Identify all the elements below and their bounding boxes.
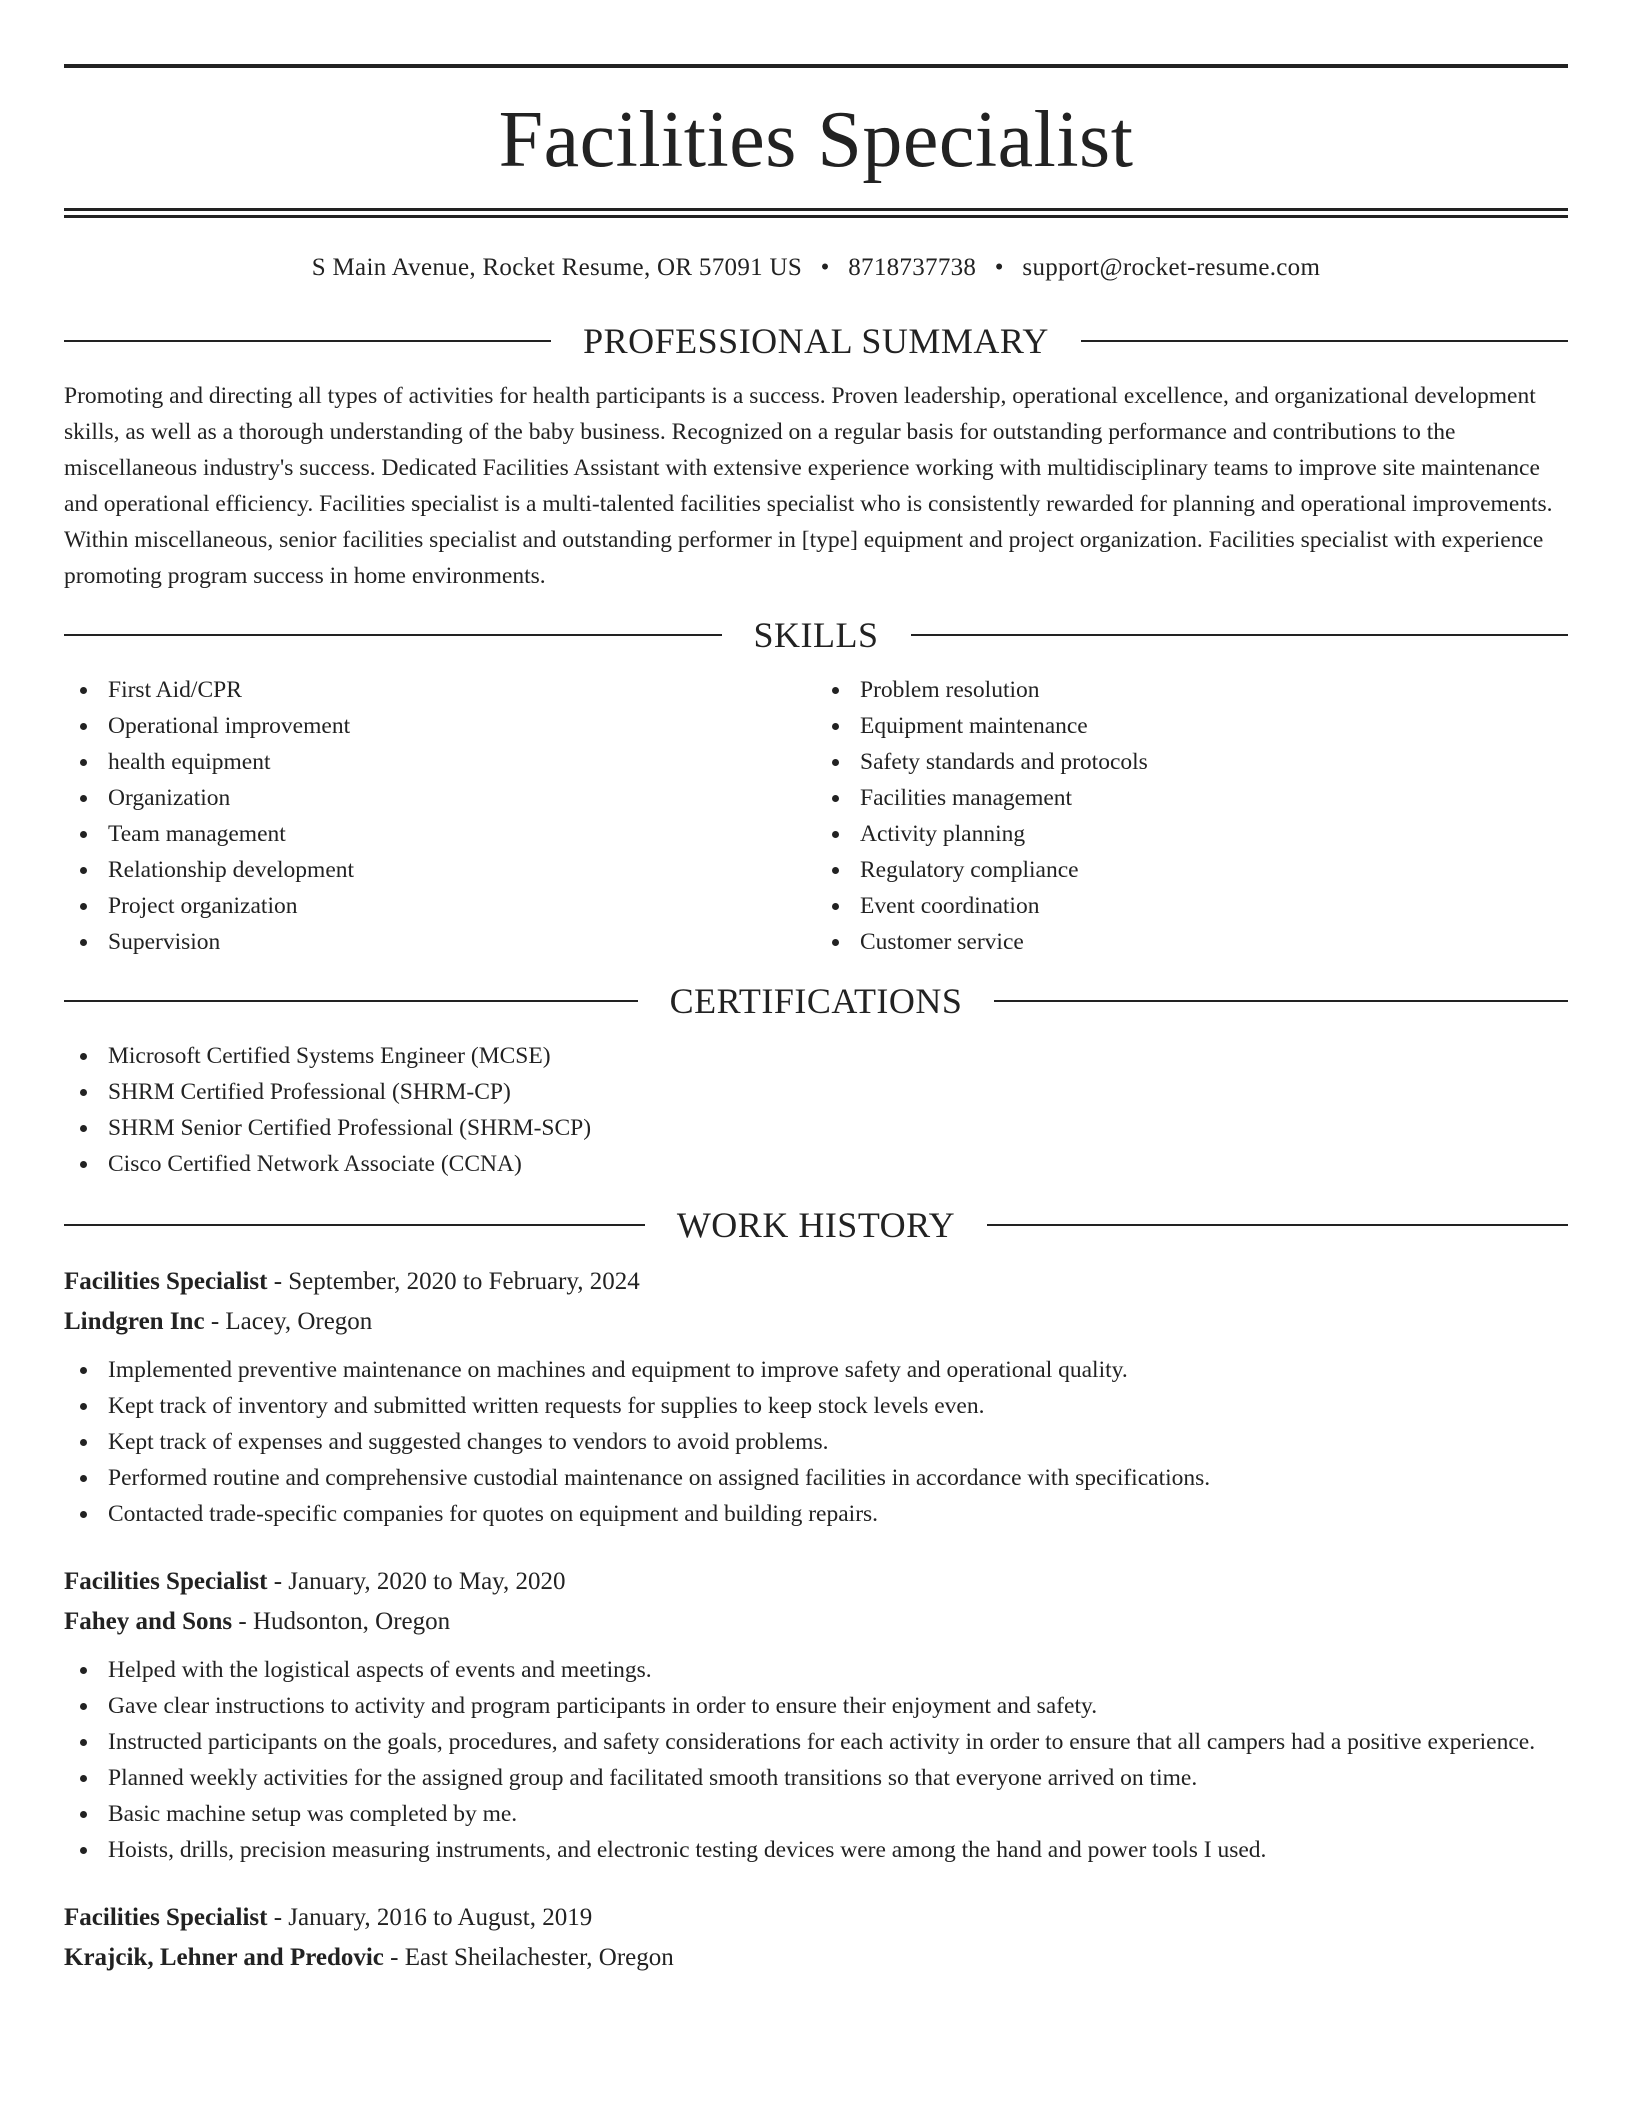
certification-item: Microsoft Certified Systems Engineer (MCSE) (64, 1038, 1568, 1074)
job-bullet: Instructed participants on the goals, procedures, and safety considerations for each activity in order to ensure that all campers had a positive experience. (64, 1724, 1568, 1760)
certifications-list (64, 1038, 1568, 1182)
title-double-rule (64, 208, 1568, 218)
job-bullet: Kept track of inventory and submitted written requests for supplies to keep stock levels even. (64, 1388, 1568, 1424)
skill-item: Problem resolution (816, 672, 1568, 708)
contact-email: support@rocket-resume.com (1022, 254, 1321, 281)
job-company-line (64, 1602, 1568, 1642)
heading-rule (911, 634, 1569, 636)
job-dates: - January, 2016 to August, 2019 (267, 1904, 593, 1931)
certification-item: SHRM Senior Certified Professional (SHRM-SCP) (64, 1110, 1568, 1146)
job-bullet: Basic machine setup was completed by me. (64, 1796, 1568, 1832)
job-bullet: Implemented preventive maintenance on machines and equipment to improve safety and operational quality. (64, 1352, 1568, 1388)
job-title: Facilities Specialist (64, 1268, 268, 1295)
section-title: SKILLS (753, 615, 879, 655)
job-company-line (64, 1302, 1568, 1342)
skill-item: Relationship development (64, 852, 816, 888)
contact-address: S Main Avenue, Rocket Resume, OR 57091 US (311, 254, 803, 281)
resume-title: Facilities Specialist (498, 96, 1134, 184)
job-company: Krajcik, Lehner and Predovic (64, 1944, 384, 1971)
job-bullet: Performed routine and comprehensive custodial maintenance on assigned facilities in accordance with specifications. (64, 1460, 1568, 1496)
skill-item: Customer service (816, 924, 1568, 960)
heading-rule (64, 340, 551, 342)
skill-item: Regulatory compliance (816, 852, 1568, 888)
job-company: Lindgren Inc (64, 1308, 205, 1335)
contact-separator: • (994, 254, 1004, 281)
job-bullet: Kept track of expenses and suggested changes to vendors to avoid problems. (64, 1424, 1568, 1460)
job-title-line (64, 1562, 1568, 1602)
summary-text: Promoting and directing all types of activities for health participants is a success. Proven leadership, operational excellence, and organizational development skills, as well as a thorough understanding of the baby business. Recognized on a regular basis for outstanding performance and contributions to the miscellaneous industry's success. Dedicated Facilities Assistant with extensive experience working with multidisciplinary teams to improve site maintenance and operational efficiency. Facilities specialist is a multi-talented facilities specialist who is consistently rewarded for planning and operational improvements. Within miscellaneous, senior facilities specialist and outstanding performer in [type] equipment and project organization. Facilities specialist with experience promoting program success in home environments. (64, 383, 1553, 589)
skill-item: Organization (64, 780, 816, 816)
job-location: - Lacey, Oregon (204, 1308, 373, 1335)
skill-item: First Aid/CPR (64, 672, 816, 708)
job-entry (64, 1262, 1568, 1532)
certification-item: SHRM Certified Professional (SHRM-CP) (64, 1074, 1568, 1110)
job-dates: - September, 2020 to February, 2024 (267, 1268, 640, 1295)
certifications-section (64, 980, 1568, 1182)
job-title: Facilities Specialist (64, 1568, 268, 1595)
heading-rule (987, 1224, 1568, 1226)
heading-rule (1081, 340, 1568, 342)
job-title-line (64, 1262, 1568, 1302)
section-heading-summary (64, 320, 1568, 362)
skills-list-left (64, 672, 816, 960)
skill-item: Activity planning (816, 816, 1568, 852)
heading-rule (64, 1224, 645, 1226)
top-rule (64, 64, 1568, 68)
section-heading-work-history (64, 1204, 1568, 1246)
skills-section (64, 614, 1568, 960)
skill-item: Supervision (64, 924, 816, 960)
job-title: Facilities Specialist (64, 1904, 268, 1931)
section-title: PROFESSIONAL SUMMARY (583, 321, 1049, 361)
contact-separator: • (820, 254, 830, 281)
certification-item: Cisco Certified Network Associate (CCNA) (64, 1146, 1568, 1182)
skill-item: Project organization (64, 888, 816, 924)
contact-line (64, 254, 1568, 282)
job-entry (64, 1562, 1568, 1868)
job-bullet: Gave clear instructions to activity and program participants in order to ensure their enjoyment and safety. (64, 1688, 1568, 1724)
job-bullet: Contacted trade-specific companies for quotes on equipment and building repairs. (64, 1496, 1568, 1532)
job-title-line (64, 1898, 1568, 1938)
skill-item: Facilities management (816, 780, 1568, 816)
summary-section (64, 320, 1568, 594)
job-entry (64, 1898, 1568, 1978)
job-location: - East Sheilachester, Oregon (383, 1944, 674, 1971)
skill-item: Equipment maintenance (816, 708, 1568, 744)
section-heading-certifications (64, 980, 1568, 1022)
skill-item: health equipment (64, 744, 816, 780)
work-history-section (64, 1204, 1568, 1978)
job-bullet: Hoists, drills, precision measuring instruments, and electronic testing devices were among the hand and power tools I used. (64, 1832, 1568, 1868)
skill-item: Safety standards and protocols (816, 744, 1568, 780)
skill-item: Event coordination (816, 888, 1568, 924)
job-bullet: Helped with the logistical aspects of events and meetings. (64, 1652, 1568, 1688)
heading-rule (994, 1000, 1568, 1002)
job-bullets (64, 1352, 1568, 1532)
job-bullet: Planned weekly activities for the assigned group and facilitated smooth transitions so that everyone arrived on time. (64, 1760, 1568, 1796)
section-title: WORK HISTORY (676, 1205, 956, 1245)
heading-rule (64, 634, 722, 636)
job-location: - Hudsonton, Oregon (232, 1608, 451, 1635)
skill-item: Team management (64, 816, 816, 852)
section-title: CERTIFICATIONS (669, 981, 963, 1021)
job-dates: - January, 2020 to May, 2020 (267, 1568, 566, 1595)
job-company-line (64, 1938, 1568, 1978)
skills-columns (64, 672, 1568, 960)
resume-page (64, 0, 1568, 1978)
skill-item: Operational improvement (64, 708, 816, 744)
job-bullets (64, 1652, 1568, 1868)
heading-rule (64, 1000, 638, 1002)
skills-list-right (816, 672, 1568, 960)
job-company: Fahey and Sons (64, 1608, 233, 1635)
contact-phone: 8718737738 (848, 254, 977, 281)
section-heading-skills (64, 614, 1568, 656)
